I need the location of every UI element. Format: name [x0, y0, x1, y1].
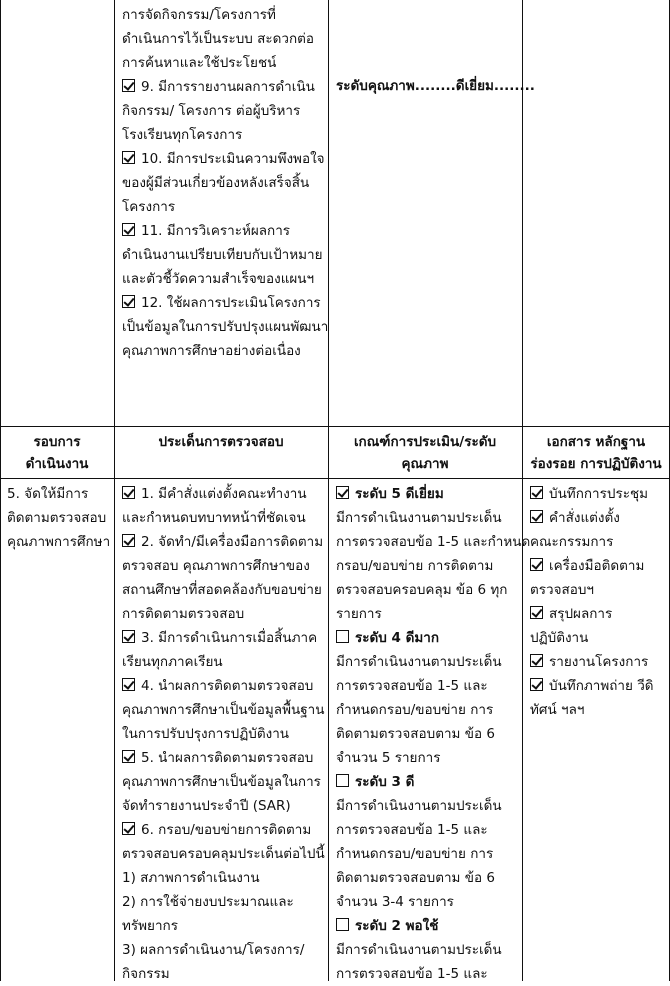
text-line: กิจกรรม [122, 966, 170, 982]
quality-level-text: ระดับคุณภาพ........ดีเยี่ยม........ [336, 78, 535, 94]
checklist-item [530, 650, 648, 674]
text-line: มีการดำเนินงานตามประเด็น [336, 654, 502, 670]
text-line: สถานศึกษาที่สอดคล้องกับขอบข่าย [122, 582, 322, 598]
checklist-item-label: ระดับ 4 ดีมาก [355, 630, 440, 646]
checked-checkbox-icon [530, 654, 543, 667]
text-line: มีการดำเนินงานตามประเด็น [336, 510, 502, 526]
checklist-item [122, 626, 317, 650]
text-line: 1) สภาพการดำเนินงาน [122, 870, 260, 886]
text-line: ในการปรับปรุงการปฏิบัติงาน [122, 726, 290, 742]
checklist-item-label: 11. มีการวิเคราะห์ผลการ [141, 223, 291, 239]
text-line: จำนวน 3-4 รายการ [336, 894, 454, 910]
table-border-col1 [114, 0, 115, 981]
checklist-item [336, 770, 414, 794]
checklist-item [122, 147, 325, 171]
text-line: กรอบ/ขอบข่าย การติดตาม [336, 558, 494, 574]
header-criteria-cell [328, 431, 522, 479]
checked-checkbox-icon [530, 510, 543, 523]
checklist-item [122, 482, 307, 506]
checklist-item-label: 2. จัดทำ/มีเครื่องมือการติดตาม [141, 534, 324, 550]
checklist-item-label: สรุปผลการ [549, 606, 613, 622]
top-row-criteria-cell [122, 3, 329, 423]
checked-checkbox-icon [122, 151, 135, 164]
text-line: และตัวชี้วัดความสำเร็จของแผนฯ [122, 271, 315, 287]
checklist-item [122, 674, 313, 698]
checklist-item [122, 818, 311, 842]
text-line: 5. จัดให้มีการ [7, 486, 89, 502]
checked-checkbox-icon [122, 223, 135, 236]
text-line: ตรวจสอบฯ [530, 582, 595, 598]
text-line: กิจกรรม/ โครงการ ต่อผู้บริหาร [122, 103, 301, 119]
checklist-item [530, 482, 648, 506]
table-border-col3 [522, 0, 523, 981]
text-line: คณะกรรมการ [530, 534, 614, 550]
text-line: กำหนดกรอบ/ขอบข่าย การ [336, 702, 494, 718]
checklist-item [122, 746, 313, 770]
text-line: ตรวจสอบครอบคลุม ข้อ 6 ทุก [336, 582, 508, 598]
column-header-line: ดำเนินงาน [25, 456, 89, 472]
checked-checkbox-icon [122, 486, 135, 499]
text-line: โครงการ [122, 199, 176, 215]
checklist-item-label: 3. มีการดำเนินการเมื่อสิ้นภาค [141, 630, 318, 646]
text-line: มีการดำเนินงานตามประเด็น [336, 942, 502, 958]
column-header-line: ร่องรอย การปฏิบัติงาน [530, 456, 662, 472]
checklist-item-label: 4. นำผลการติดตามตรวจสอบ [141, 678, 314, 694]
checklist-item-label: 1. มีคำสั่งแต่งตั้งคณะทำงาน [141, 486, 307, 502]
column-header-line: รอบการ [33, 434, 81, 450]
checklist-item [530, 554, 644, 578]
checklist-item [336, 914, 438, 938]
checklist-item [530, 602, 612, 626]
checked-checkbox-icon [336, 486, 349, 499]
checklist-item-label: ระดับ 2 พอใช้ [355, 918, 439, 934]
text-line: ดำเนินงานเปรียบเทียบกับเป้าหมาย [122, 247, 323, 263]
checked-checkbox-icon [122, 750, 135, 763]
checked-checkbox-icon [530, 678, 543, 691]
text-line: จัดทำรายงานประจำปี (SAR) [122, 798, 291, 814]
text-line: คุณภาพการศึกษาเป็นข้อมูลพื้นฐาน [122, 702, 325, 718]
text-line: ตรวจสอบ คุณภาพการศึกษาของ [122, 558, 310, 574]
checklist-item-label: 10. มีการประเมินความพึงพอใจ [141, 151, 325, 167]
checklist-item [122, 291, 321, 315]
checked-checkbox-icon [122, 295, 135, 308]
text-line: ทรัพยากร [122, 918, 178, 934]
checklist-item-label: 9. มีการรายงานผลการดำเนิน [141, 79, 315, 95]
checklist-item-label: คำสั่งแต่งตั้ง [549, 510, 620, 526]
text-line: คุณภาพการศึกษา [7, 534, 111, 550]
checked-checkbox-icon [122, 678, 135, 691]
text-line: ทัศน์ ฯลฯ [530, 702, 585, 718]
text-line: เรียนทุกภาคเรียน [122, 654, 223, 670]
table-border-col2 [328, 0, 329, 981]
text-line: 3) ผลการดำเนินงาน/โครงการ/ [122, 942, 305, 958]
text-line: ดำเนินการไว้เป็นระบบ สะดวกต่อ [122, 31, 315, 47]
header-inspection-cell [114, 431, 328, 479]
text-line: และกำหนดบทบาทหน้าที่ชัดเจน [122, 510, 306, 526]
checked-checkbox-icon [122, 534, 135, 547]
row-divider-top [0, 426, 670, 427]
text-line: มีการดำเนินงานตามประเด็น [336, 798, 502, 814]
text-line: ของผู้มีส่วนเกี่ยวข้องหลังเสร็จสิ้น [122, 175, 310, 191]
checklist-item-label: ระดับ 3 ดี [355, 774, 415, 790]
checklist-item [122, 219, 290, 243]
checked-checkbox-icon [122, 630, 135, 643]
unchecked-checkbox-icon [336, 630, 349, 643]
text-line: การจัดกิจกรรม/โครงการที่ [122, 7, 276, 23]
column-header-line: คุณภาพ [401, 456, 449, 472]
unchecked-checkbox-icon [336, 774, 349, 787]
header-round-cell [0, 431, 114, 479]
text-line: โรงเรียนทุกโครงการ [122, 127, 243, 143]
text-line: กำหนดกรอบ/ขอบข่าย การ [336, 846, 494, 862]
checklist-item-label: บันทึกภาพถ่าย วีดิ [549, 678, 654, 694]
checklist-item [336, 626, 439, 650]
text-line: การตรวจสอบข้อ 1-5 และ [336, 822, 488, 838]
text-line: ปฏิบัติงาน [530, 630, 589, 646]
text-line: ติดตามตรวจสอบตาม ข้อ 6 [336, 870, 495, 886]
checked-checkbox-icon [122, 79, 135, 92]
text-line: เป็นข้อมูลในการปรับปรุงแผนพัฒนา [122, 319, 329, 335]
unchecked-checkbox-icon [336, 918, 349, 931]
checklist-item-label: 6. กรอบ/ขอบข่ายการติดตาม [141, 822, 312, 838]
text-line: คุณภาพการศึกษาเป็นข้อมูลในการ [122, 774, 321, 790]
header-evidence-cell [522, 431, 670, 479]
text-line: ตรวจสอบครอบคลุมประเด็นต่อไปนี้ [122, 846, 325, 862]
checklist-item-label: รายงานโครงการ [549, 654, 649, 670]
text-line: คุณภาพการศึกษาอย่างต่อเนื่อง [122, 343, 301, 359]
checked-checkbox-icon [122, 822, 135, 835]
checklist-item-label: บันทึกการประชุม [549, 486, 649, 502]
table-border-left [0, 0, 1, 981]
checklist-item [122, 75, 315, 99]
checked-checkbox-icon [530, 558, 543, 571]
column-header-line: เอกสาร หลักฐาน [546, 434, 646, 450]
checklist-item-label: ระดับ 5 ดีเยี่ยม [355, 486, 444, 502]
checklist-item [122, 530, 323, 554]
text-line: 2) การใช้จ่ายงบประมาณและ [122, 894, 294, 910]
checklist-item [530, 674, 654, 698]
checklist-item-label: 5. นำผลการติดตามตรวจสอบ [141, 750, 314, 766]
text-line: ติดตามตรวจสอบตาม ข้อ 6 [336, 726, 495, 742]
text-line: การตรวจสอบข้อ 1-5 และกำหนด [336, 534, 531, 550]
checked-checkbox-icon [530, 606, 543, 619]
column-header-line: เกณฑ์การประเมิน/ระดับ [353, 434, 497, 450]
checklist-item [530, 506, 620, 530]
text-line: ติดตามตรวจสอบ [7, 510, 107, 526]
text-line: การตรวจสอบข้อ 1-5 และ [336, 678, 488, 694]
text-line: การค้นหาและใช้ประโยชน์ [122, 55, 277, 71]
text-line: จำนวน 5 รายการ [336, 750, 441, 766]
checklist-item-label: 12. ใช้ผลการประเมินโครงการ [141, 295, 321, 311]
column-header-line: ประเด็นการตรวจสอบ [158, 434, 284, 450]
text-line: รายการ [336, 606, 382, 622]
checklist-item [336, 482, 444, 506]
text-line: การติดตามตรวจสอบ [122, 606, 245, 622]
checklist-item-label: เครื่องมือติดตาม [549, 558, 645, 574]
text-line: การตรวจสอบข้อ 1-5 และ [336, 966, 488, 982]
checked-checkbox-icon [530, 486, 543, 499]
